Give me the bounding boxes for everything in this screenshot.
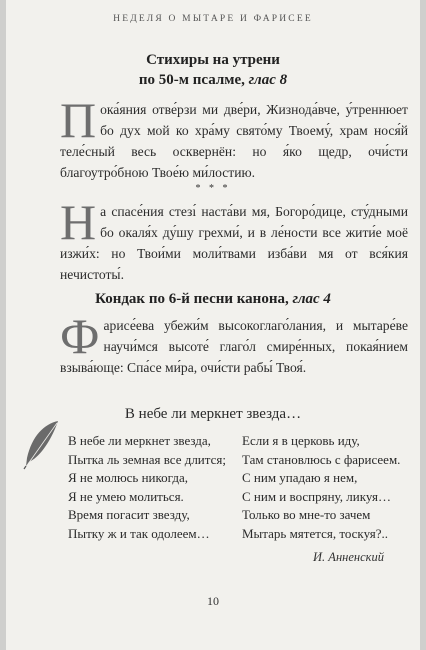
- sticheron-paragraph-1: [60, 92, 408, 183]
- dropcap: Ф: [60, 308, 100, 364]
- kontakion-paragraph: [60, 308, 408, 378]
- running-head: НЕДЕЛЯ О МЫТАРЕ И ФАРИСЕЕ: [113, 14, 313, 24]
- stichera-heading-line1: Стихиры на утрени: [146, 52, 280, 68]
- section-divider: * * *: [195, 183, 231, 194]
- poem-line: С ним и воспряну, ликуя…: [242, 488, 391, 504]
- poem-line: Пытку ж и так одолеем…: [68, 525, 210, 541]
- stichera-heading: [6, 50, 420, 90]
- dropcap: П: [60, 92, 97, 148]
- poem-line: Мытарь мятется, тоскуя?..: [242, 525, 388, 541]
- poem-line: Я не молюсь никогда,: [68, 470, 188, 485]
- stichera-tone: глас 8: [248, 72, 288, 88]
- stichera-heading-line2: [6, 70, 420, 90]
- poem-author: И. Анненский: [313, 550, 384, 564]
- paragraph-text: арисе́ева убежи́м высокоглаго́лания, и мытаре́ве научи́мся высоте́ глаго́л смире́нных, покая́нием взыва́юще: Спа́се ми́ра, очи́сти рабы́ Твоя́.: [60, 318, 408, 375]
- poem-line: Я не умею молиться.: [68, 488, 184, 504]
- poem-line: Если я в церковь иду,: [242, 433, 360, 448]
- dropcap: Н: [60, 194, 97, 250]
- poem-title: В небе ли меркнет звезда…: [124, 406, 302, 422]
- kontakion-heading: [6, 289, 420, 309]
- poem-line: Только во мне-то зачем: [242, 507, 371, 522]
- poem-line: С ним упадаю я нем,: [242, 470, 358, 485]
- sticheron-paragraph-2: [60, 194, 408, 285]
- feather-icon: [22, 418, 62, 470]
- poem-column-right: [242, 432, 400, 543]
- paragraph-text: ока́яния отве́рзи ми две́ри, Жизнода́вче, у́треннюет бо дух мой ко хра́му свято́му Твоему́, храм нося́й теле́сный весь осквернён: но я́ко щедр, очи́сти благоутро́бною Твое́ю ми́лостию.: [60, 102, 408, 180]
- book-page: [6, 0, 420, 650]
- kontakion-heading-text: Кондак по 6-й песни канона,: [95, 291, 289, 307]
- kontakion-tone: глас 4: [292, 291, 331, 307]
- poem-column-left: [68, 432, 226, 543]
- stichera-heading-text: по 50-м псалме,: [138, 72, 245, 88]
- poem-line: Пытка ль земная все длится;: [68, 451, 226, 467]
- page-number: 10: [207, 594, 219, 608]
- paragraph-text: а спасе́ния стезı́ наста́ви мя, Богоро́дице, сту́дными бо окаля́х ду́шу грехми́, и в ле́ности все жити́е моё изжи́х: но Твои́ми моли́твами изба́ви мя от вся́кия нечистоты́.: [60, 204, 408, 282]
- poem-line: В небе ли меркнет звезда,: [68, 433, 211, 448]
- poem-line: Там становлюсь с фарисеем.: [242, 451, 401, 467]
- poem-line: Время погасит звезду,: [68, 507, 190, 522]
